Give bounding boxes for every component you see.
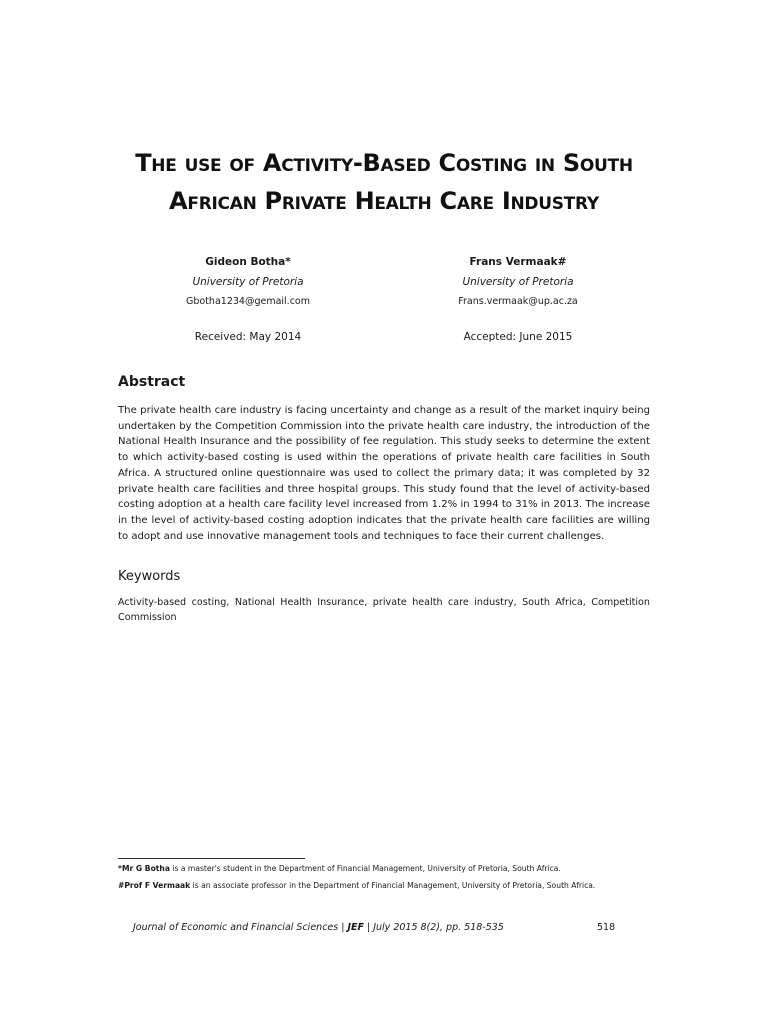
keywords-heading: Keywords (118, 569, 181, 584)
author-name: Gideon Botha* (205, 256, 291, 268)
journal-footer (133, 922, 504, 933)
author-affiliation: University of Pretoria (192, 276, 304, 288)
author-email[interactable]: Frans.vermaak@up.ac.za (458, 296, 578, 307)
title-line-1: The use of Activity-Based Costing in South (135, 149, 633, 177)
footnote-botha (118, 863, 678, 874)
author-email[interactable]: Gbotha1234@gemail.com (186, 296, 310, 307)
journal-abbrev: JEF (347, 922, 364, 933)
accepted-date: Accepted: June 2015 (463, 331, 573, 343)
footnote-text: is an associate professor in the Department of Financial Management, University of Pretoria, South Africa. (190, 881, 596, 890)
footnote-lead: #Prof F Vermaak (118, 881, 191, 890)
journal-name: Journal of Economic and Financial Sciences | (133, 922, 348, 933)
abstract-heading: Abstract (118, 374, 186, 390)
footnote-divider (118, 858, 305, 859)
footnote-vermaak (118, 880, 678, 891)
abstract-body: The private health care industry is facing uncertainty and change as a result of the market inquiry being undertaken by the Competition Commission into the private health care industry, the introduction of the National Health Insurance and the possibility of fee regulation. This study seeks to determine the extent to which activity-based costing is used within the operations of private health care facilities in South Africa. A structured online questionnaire was used to collect the primary data; it was completed by 32 private health care facilities and three hospital groups. This study found that the level of activity-based costing adoption at a health care facility level increased from 1.2% in 1994 to 31% in 2013. The increase in the level of activity-based costing adoption indicates that the private health care facilities are willing to adopt and use innovative management tools and techniques to face their current challenges. (118, 405, 650, 542)
footnote-text: is a master's student in the Department of Financial Management, University of Pretoria, South Africa. (169, 864, 561, 873)
author-name: Frans Vermaak# (469, 256, 567, 268)
title-line-2: African Private Health Care Industry (169, 187, 599, 215)
paper-title (84, 144, 684, 220)
page-number: 518 (597, 922, 616, 933)
received-date: Received: May 2014 (194, 331, 302, 343)
author-affiliation: University of Pretoria (462, 276, 574, 288)
keywords-body: Activity-based costing, National Health Insurance, private health care industry, South Africa, Competition Commission (118, 597, 650, 623)
journal-issue: | July 2015 8(2), pp. 518-535 (363, 922, 504, 933)
footnote-lead: *Mr G Botha (118, 864, 170, 873)
